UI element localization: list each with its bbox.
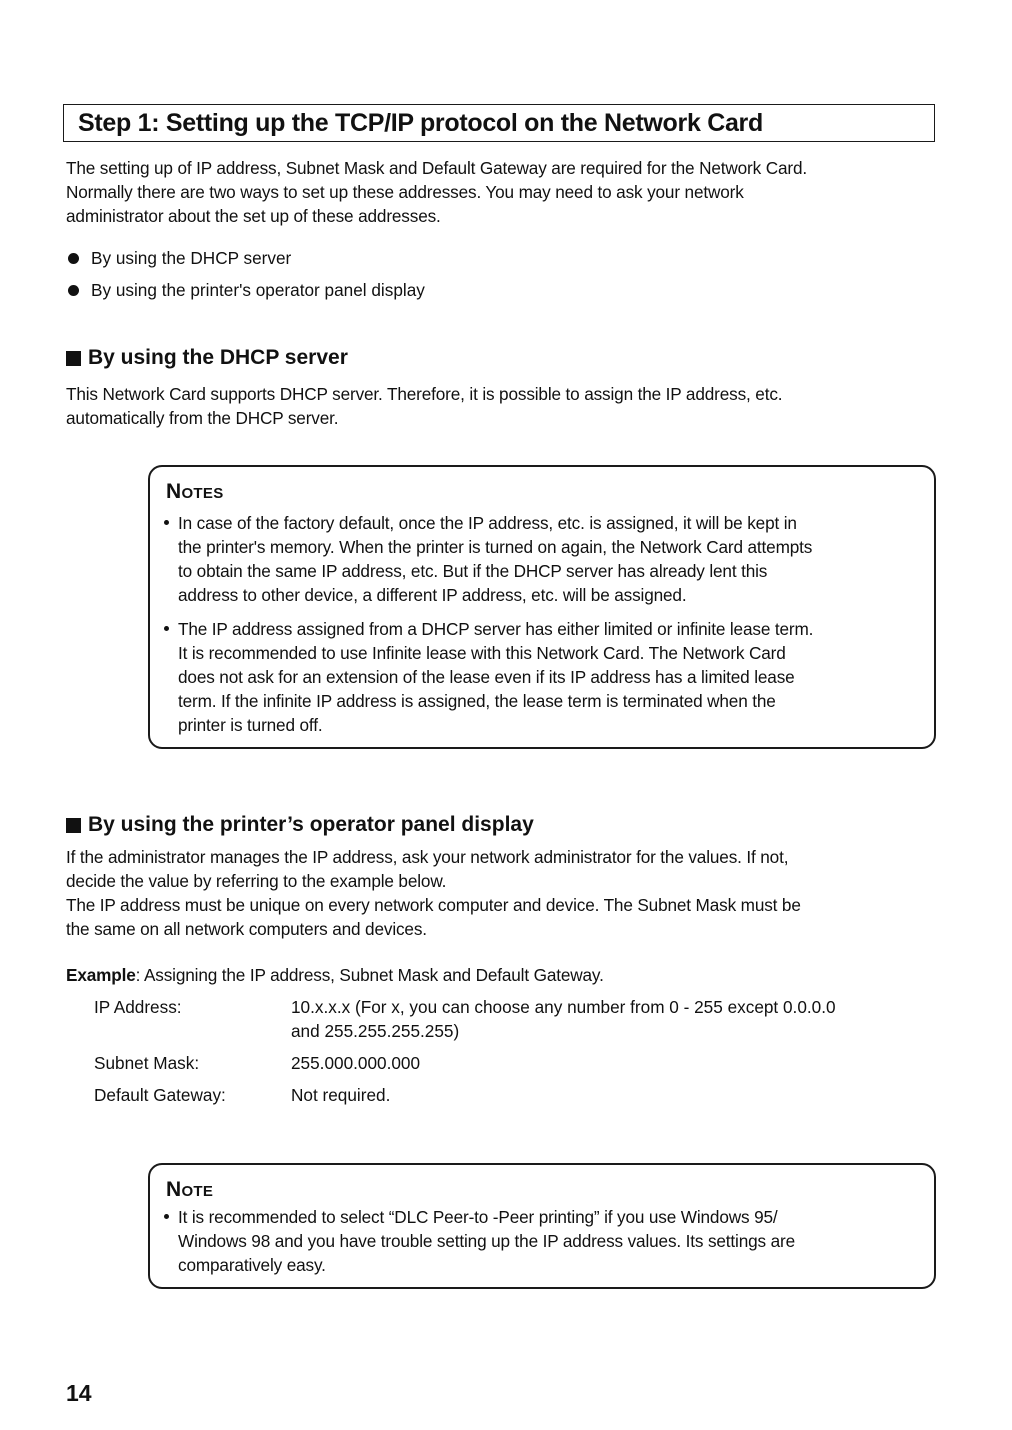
paragraph-line: If the administrator manages the IP address, ask your network administrator for the values. If not, <box>66 847 789 867</box>
note-line: to obtain the same IP address, etc. But if the DHCP server has already lent this <box>178 561 768 581</box>
intro-paragraph <box>66 156 807 228</box>
bullet-dot-icon <box>164 1214 169 1219</box>
method-label: By using the DHCP server <box>91 248 292 268</box>
section-heading-text: By using the DHCP server <box>88 346 348 369</box>
value-line: Not required. <box>291 1085 391 1105</box>
note-item <box>162 617 813 737</box>
dhcp-paragraph <box>66 382 782 430</box>
example-text: : Assigning the IP address, Subnet Mask and Default Gateway. <box>135 965 604 985</box>
note-line: The IP address assigned from a DHCP server has either limited or infinite lease term. <box>178 619 814 639</box>
value-line: and 255.255.255.255) <box>291 1021 460 1041</box>
note-line: printer is turned off. <box>178 715 323 735</box>
note-item <box>162 1205 795 1277</box>
paragraph-line: The IP address must be unique on every network computer and device. The Subnet Mask must be <box>66 895 801 915</box>
value-line: 10.x.x.x (For x, you can choose any number from 0 - 255 except 0.0.0.0 <box>291 997 836 1017</box>
example-row-label: IP Address: <box>94 997 182 1017</box>
paragraph-line: decide the value by referring to the example below. <box>66 871 447 891</box>
note-line: It is recommended to use Infinite lease with this Network Card. The Network Card <box>178 643 786 663</box>
note-title: Note <box>166 1178 214 1201</box>
note-line: Windows 98 and you have trouble setting up the IP address values. Its settings are <box>178 1231 796 1251</box>
paragraph-line: automatically from the DHCP server. <box>66 408 339 428</box>
square-bullet-icon <box>66 351 81 366</box>
note-line: the printer's memory. When the printer is turned on again, the Network Card attempts <box>178 537 813 557</box>
bullet-dot-icon <box>164 520 169 525</box>
note-line: address to other device, a different IP address, etc. will be assigned. <box>178 585 687 605</box>
notes-title: Notes <box>166 480 224 503</box>
note-item <box>162 511 812 607</box>
method-item <box>66 278 425 302</box>
example-row-label: Default Gateway: <box>94 1085 226 1105</box>
panel-section-heading <box>66 812 534 838</box>
method-item <box>66 246 291 270</box>
bullet-dot-icon <box>164 626 169 631</box>
intro-line: Normally there are two ways to set up these addresses. You may need to ask your network <box>66 182 744 202</box>
section-heading-text: By using the printer’s operator panel display <box>88 813 534 836</box>
paragraph-line: the same on all network computers and devices. <box>66 919 427 939</box>
example-row-value <box>291 995 836 1043</box>
square-bullet-icon <box>66 818 81 833</box>
step-heading-box <box>63 104 935 142</box>
dhcp-section-heading <box>66 345 348 371</box>
method-label: By using the printer's operator panel display <box>91 280 425 300</box>
bullet-dot-icon <box>68 253 79 264</box>
note-line: comparatively easy. <box>178 1255 326 1275</box>
example-row-label: Subnet Mask: <box>94 1053 200 1073</box>
example-row-value <box>291 1083 390 1107</box>
page-number: 14 <box>66 1380 92 1406</box>
note-line: term. If the infinite IP address is assigned, the lease term is terminated when the <box>178 691 776 711</box>
value-line: 255.000.000.000 <box>291 1053 421 1073</box>
paragraph-line: This Network Card supports DHCP server. Therefore, it is possible to assign the IP address, etc. <box>66 384 783 404</box>
intro-line: The setting up of IP address, Subnet Mask and Default Gateway are required for the Network Card. <box>66 158 807 178</box>
note-line: In case of the factory default, once the IP address, etc. is assigned, it will be kept in <box>178 513 797 533</box>
intro-line: administrator about the set up of these addresses. <box>66 206 441 226</box>
note-line: does not ask for an extension of the lease even if its IP address has a limited lease <box>178 667 795 687</box>
example-row-value <box>291 1051 420 1075</box>
step-heading: Step 1: Setting up the TCP/IP protocol on the Network Card <box>78 109 763 137</box>
example-label: Example <box>66 965 136 985</box>
note-line: It is recommended to select “DLC Peer-to -Peer printing” if you use Windows 95/ <box>178 1207 778 1227</box>
note-box <box>148 1163 936 1289</box>
panel-paragraph <box>66 845 801 941</box>
notes-box <box>148 465 936 749</box>
bullet-dot-icon <box>68 285 79 296</box>
example-intro <box>66 963 604 987</box>
